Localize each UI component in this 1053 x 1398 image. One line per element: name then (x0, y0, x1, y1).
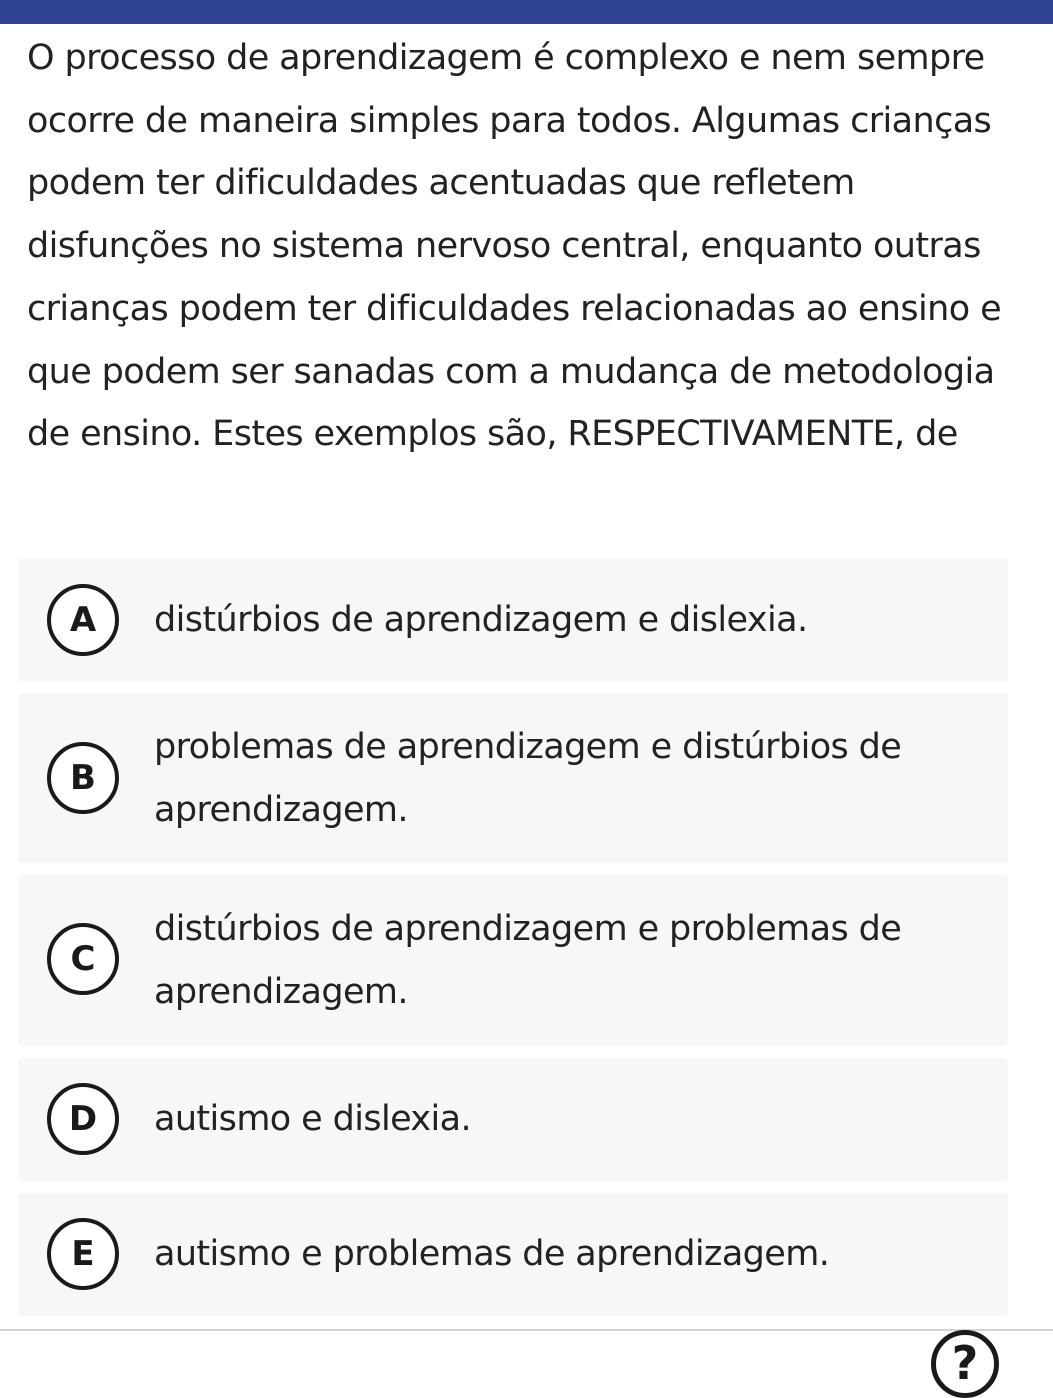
option-letter-badge: E (47, 1218, 119, 1290)
option-text: distúrbios de aprendizagem e problemas de aprendizagem. (154, 909, 902, 1012)
question-mark-icon[interactable]: ? (931, 1330, 999, 1398)
option-letter-badge: C (47, 923, 119, 995)
question-text: O processo de aprendizagem é complexo e nem sempre ocorre de maneira simples para todos. Algumas crianças podem ter dificuldades acentuadas que refletem disfunções no sistema nervoso central, enquanto outras crianças podem ter dificuldades relacionadas ao ensino e que podem ser sanadas com a mudança de metodologia de ensino. Estes exemplos são, RESPECTIVAMENTE, de (27, 38, 1002, 455)
option-text: autismo e problemas de aprendizagem. (154, 1234, 830, 1274)
option-d[interactable] (18, 1058, 1008, 1181)
option-letter-badge: B (47, 742, 119, 814)
option-letter-badge: D (47, 1083, 119, 1155)
option-a[interactable] (18, 558, 1008, 682)
option-e[interactable] (18, 1193, 1008, 1316)
option-text: distúrbios de aprendizagem e dislexia. (154, 600, 808, 640)
option-c[interactable] (18, 875, 1008, 1046)
option-letter-badge: A (47, 584, 119, 656)
option-text: autismo e dislexia. (154, 1099, 472, 1139)
option-text: problemas de aprendizagem e distúrbios de aprendizagem. (154, 727, 902, 830)
header-bar (0, 0, 1053, 24)
footer-divider (0, 1329, 1053, 1331)
option-b[interactable] (18, 693, 1008, 863)
